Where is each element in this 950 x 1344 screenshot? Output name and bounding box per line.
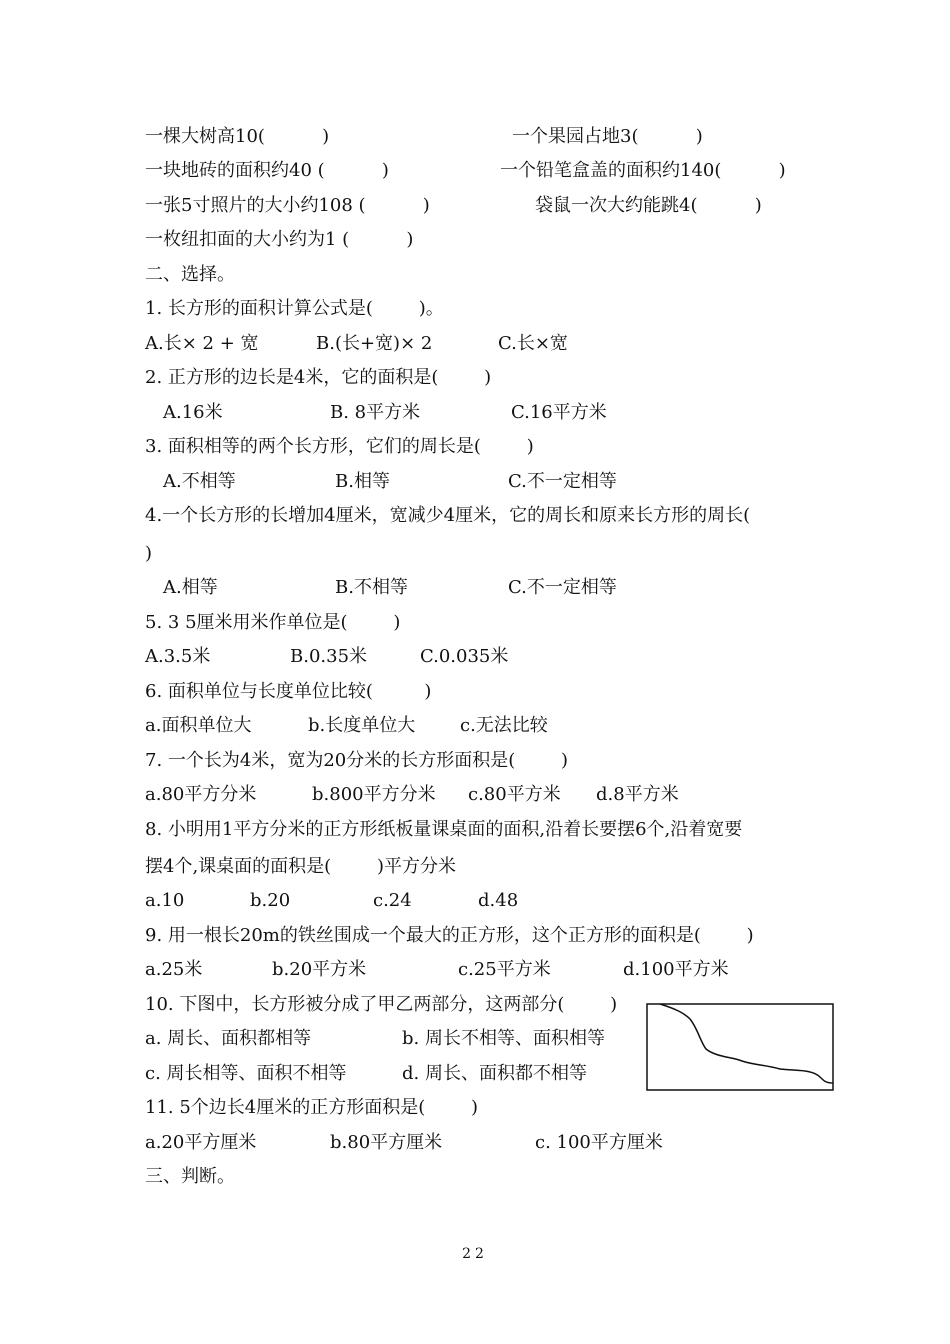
question-10-option-a: a. 周长、面积都相等: [145, 1028, 312, 1049]
question-5-option-a: A.3.5米: [145, 646, 211, 667]
question-11-option-b: b.80平方厘米: [330, 1132, 443, 1153]
question-9-option-d: d.100平方米: [623, 959, 729, 980]
fill-item-pencil-box-area: 一个铅笔盒盖的面积约140( ): [500, 160, 786, 181]
question-5-option-c: C.0.035米: [420, 646, 509, 667]
fill-item-kangaroo-jump: 袋鼠一次大约能跳4( ): [535, 195, 762, 216]
question-1-option-c: C.长×宽: [498, 333, 568, 354]
question-2-option-c: C.16平方米: [511, 402, 607, 423]
question-8-option-d: d.48: [478, 890, 519, 911]
question-7-stem: 7. 一个长为4米，宽为20分米的长方形面积是( ): [145, 750, 569, 771]
question-10-option-b: b. 周长不相等、面积相等: [402, 1028, 605, 1049]
question-3-stem: 3. 面积相等的两个长方形，它们的周长是( ): [145, 436, 534, 457]
question-8-stem: 8. 小明用1平方分米的正方形纸板量课桌面的面积,沿着长要摆6个,沿着宽要: [145, 819, 743, 840]
question-3-option-b: B.相等: [335, 471, 390, 492]
question-5-option-b: B.0.35米: [290, 646, 368, 667]
question-11-option-c: c. 100平方厘米: [535, 1132, 663, 1153]
question-4-option-b: B.不相等: [335, 577, 408, 598]
question-9-stem: 9. 用一根长20m的铁丝围成一个最大的正方形，这个正方形的面积是( ): [145, 925, 754, 946]
question-9-option-b: b.20平方米: [272, 959, 367, 980]
question-11-option-a: a.20平方厘米: [145, 1132, 257, 1153]
question-8-stem-continued: 摆4个,课桌面的面积是( )平方分米: [145, 856, 456, 877]
question-5-stem: 5. 3 5厘米用米作单位是( ): [145, 612, 401, 633]
question-7-option-b: b.800平方分米: [312, 784, 436, 805]
question-8-option-c: c.24: [373, 890, 412, 911]
question-7-option-d: d.8平方米: [596, 784, 679, 805]
fill-item-button-size: 一枚纽扣面的大小约为1 ( ): [145, 229, 414, 250]
question-7-option-c: c.80平方米: [468, 784, 561, 805]
question-10-option-c: c. 周长相等、面积不相等: [145, 1063, 347, 1084]
fill-item-photo-size: 一张5寸照片的大小约108 ( ): [145, 195, 430, 216]
question-8-option-a: a.10: [145, 890, 185, 911]
section-heading-choice: 二、选择。: [145, 264, 235, 285]
question-10-option-d: d. 周长、面积都不相等: [402, 1063, 587, 1084]
question-1-option-a: A.长× 2 + 宽: [145, 333, 259, 354]
page-number: 22: [462, 1246, 488, 1262]
question-6-option-b: b.长度单位大: [308, 715, 416, 736]
question-6-stem: 6. 面积单位与长度单位比较( ): [145, 681, 432, 702]
fill-item-tree-height: 一棵大树高10( ): [145, 126, 330, 147]
question-6-option-c: c.无法比较: [460, 715, 548, 736]
question-3-option-a: A.不相等: [163, 471, 236, 492]
question-2-option-a: A.16米: [163, 402, 223, 423]
fill-item-orchard-area: 一个果园占地3( ): [512, 126, 703, 147]
question-3-option-c: C.不一定相等: [508, 471, 617, 492]
rectangle-divided-figure: [646, 1003, 834, 1091]
question-2-option-b: B. 8平方米: [330, 402, 421, 423]
question-1-stem: 1. 长方形的面积计算公式是( )。: [145, 298, 444, 319]
question-8-option-b: b.20: [250, 890, 291, 911]
question-11-stem: 11. 5个边长4厘米的正方形面积是( ): [145, 1097, 479, 1118]
question-6-option-a: a.面积单位大: [145, 715, 252, 736]
question-4-stem-continued: ): [145, 543, 153, 564]
section-heading-judgment: 三、判断。: [145, 1166, 235, 1187]
question-1-option-b: B.(长+宽)× 2: [316, 333, 433, 354]
question-9-option-c: c.25平方米: [458, 959, 551, 980]
fill-item-tile-area: 一块地砖的面积约40 ( ): [145, 160, 389, 181]
question-4-stem: 4.一个长方形的长增加4厘米，宽减少4厘米，它的周长和原来长方形的周长(: [145, 505, 751, 526]
question-4-option-c: C.不一定相等: [508, 577, 617, 598]
question-2-stem: 2. 正方形的边长是4米，它的面积是( ): [145, 367, 492, 388]
question-7-option-a: a.80平方分米: [145, 784, 257, 805]
question-4-option-a: A.相等: [163, 577, 218, 598]
question-9-option-a: a.25米: [145, 959, 203, 980]
question-10-stem: 10. 下图中，长方形被分成了甲乙两部分，这两部分( ): [145, 994, 618, 1015]
